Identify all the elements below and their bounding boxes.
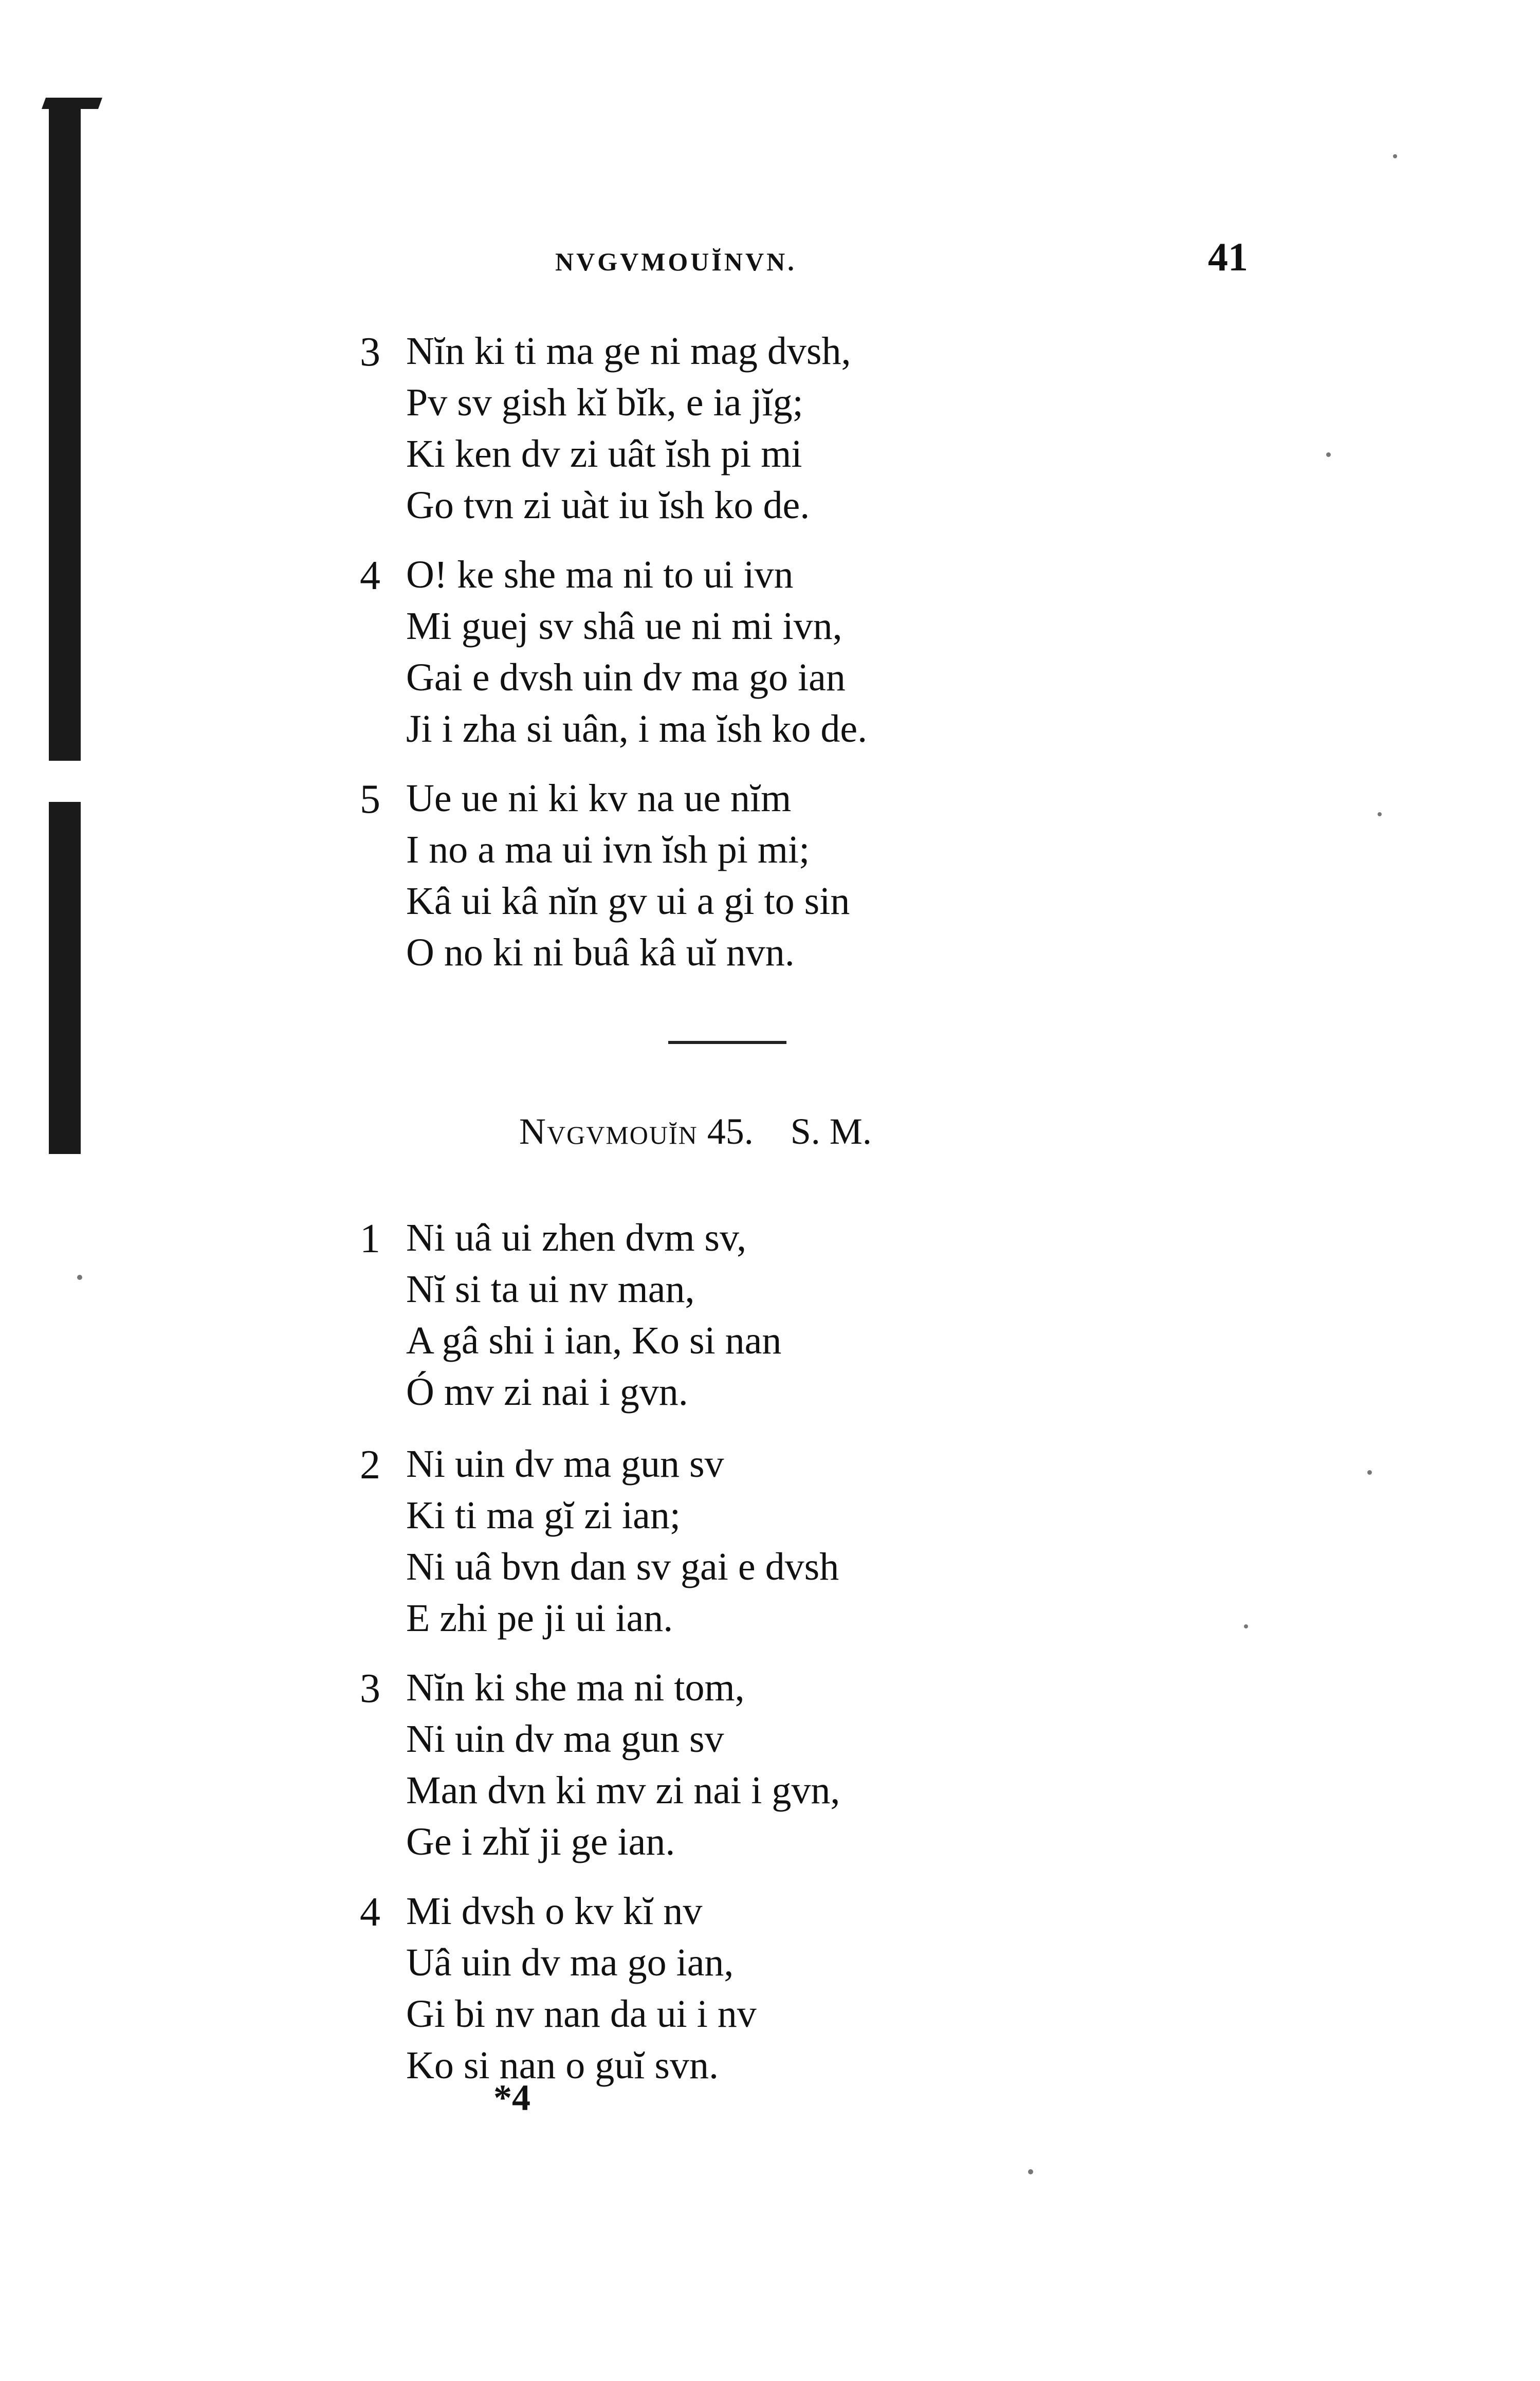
- running-head: NVGVMOUĬNVN.: [555, 247, 797, 276]
- verse-line: Ji i zha si uân, i ma ĭsh ko de.: [406, 707, 868, 750]
- verse-line: Ki ken dv zi uât ĭsh pi mi: [406, 432, 802, 475]
- stanza-number: 5: [360, 777, 380, 822]
- verse-line: Ko si nan o guĭ svn.: [406, 2044, 719, 2087]
- verse-line: Nĭn ki ti ma ge ni mag dvsh,: [406, 329, 851, 373]
- hymn-title-word: Nvgvmouĭn: [519, 1111, 698, 1152]
- verse-line: Mi guej sv shâ ue ni mi ivn,: [406, 605, 842, 648]
- signature-mark: *4: [493, 2077, 530, 2118]
- verse-line: Mi dvsh o kv kĭ nv: [406, 1890, 703, 1933]
- stanza-number: 2: [360, 1442, 380, 1488]
- verse-line: Ki ti ma gĭ zi ian;: [406, 1494, 681, 1537]
- binding-notch: [49, 761, 81, 802]
- verse-line: Pv sv gish kĭ bĭk, e ia jĭg;: [406, 381, 803, 424]
- verse-line: Gi bi nv nan da ui i nv: [406, 1992, 757, 2036]
- stanza-number: 3: [360, 329, 380, 375]
- scan-speck: [1326, 452, 1331, 457]
- page-number: 41: [1208, 234, 1248, 279]
- verse-line: A gâ shi i ian, Ko si nan: [406, 1319, 782, 1362]
- scan-speck: [77, 1275, 82, 1280]
- section-divider: [668, 1041, 786, 1044]
- scan-speck: [1378, 812, 1382, 816]
- verse-line: O no ki ni buâ kâ uĭ nvn.: [406, 931, 795, 974]
- verse-line: Uâ uin dv ma go ian,: [406, 1941, 734, 1984]
- scan-speck: [1028, 2169, 1033, 2174]
- verse-line: Ni uin dv ma gun sv: [406, 1442, 724, 1486]
- hymn-number: 45.: [707, 1111, 754, 1152]
- hymn-title: [519, 1110, 872, 1153]
- binding-cap: [42, 98, 102, 109]
- stanza-number: 4: [360, 553, 380, 598]
- verse-line: Go tvn zi uàt iu ĭsh ko de.: [406, 484, 810, 527]
- binding-edge: [49, 105, 81, 1154]
- hymn-meter: S. M.: [790, 1111, 872, 1152]
- stanza-number: 1: [360, 1216, 380, 1261]
- stanza-number: 3: [360, 1666, 380, 1711]
- verse-line: Ó mv zi nai i gvn.: [406, 1370, 688, 1414]
- verse-line: Ni uâ bvn dan sv gai e dvsh: [406, 1545, 839, 1588]
- verse-line: Gai e dvsh uin dv ma go ian: [406, 656, 846, 699]
- verse-line: Man dvn ki mv zi nai i gvn,: [406, 1769, 840, 1812]
- verse-line: Ge i zhĭ ji ge ian.: [406, 1820, 675, 1863]
- scan-speck: [1367, 1470, 1372, 1475]
- scan-speck: [1393, 154, 1397, 158]
- verse-line: Ue ue ni ki kv na ue nĭm: [406, 777, 792, 820]
- verse-line: Nĭn ki she ma ni tom,: [406, 1666, 745, 1709]
- verse-line: Ni uin dv ma gun sv: [406, 1717, 724, 1761]
- verse-line: E zhi pe ji ui ian.: [406, 1597, 673, 1640]
- stanza-number: 4: [360, 1890, 380, 1935]
- verse-line: Nĭ si ta ui nv man,: [406, 1268, 695, 1311]
- scan-speck: [1244, 1624, 1248, 1628]
- verse-line: I no a ma ui ivn ĭsh pi mi;: [406, 828, 810, 871]
- verse-line: Ni uâ ui zhen dvm sv,: [406, 1216, 747, 1259]
- verse-line: Kâ ui kâ nĭn gv ui a gi to sin: [406, 880, 850, 923]
- verse-line: O! ke she ma ni to ui ivn: [406, 553, 794, 596]
